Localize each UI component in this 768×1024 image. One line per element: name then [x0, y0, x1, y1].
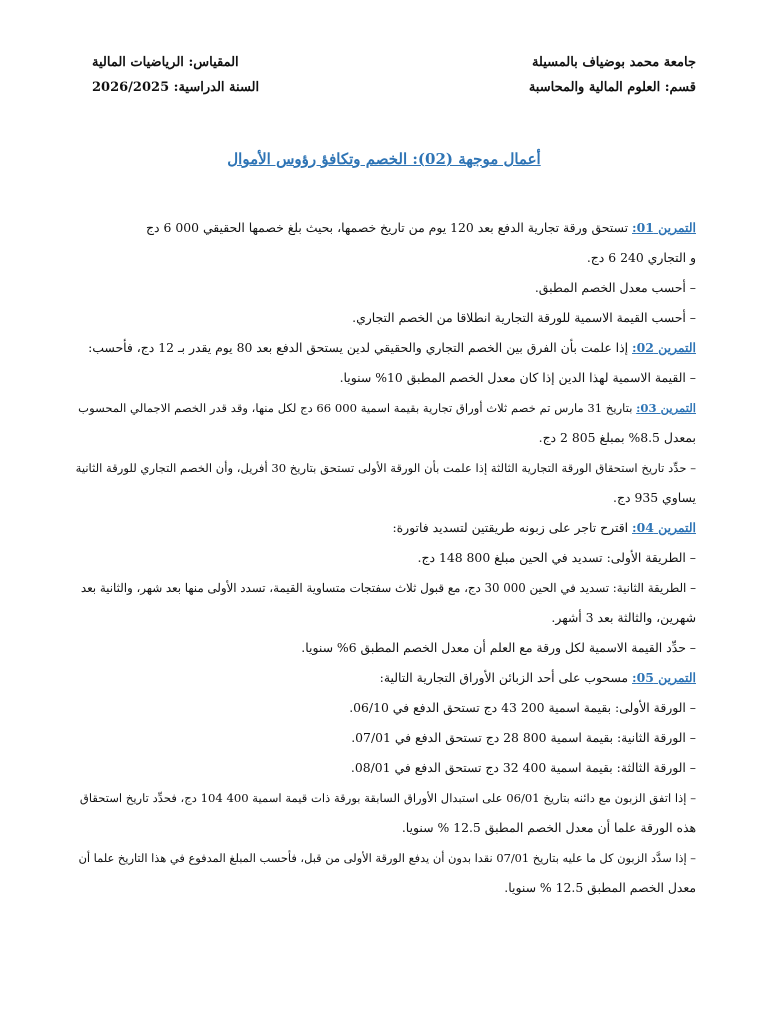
exercise-text: اقترح تاجر على زبونه طريقتين لتسديد فاتورة:: [392, 520, 629, 535]
exercise-label: التمرين 02:: [632, 340, 696, 355]
page-title: أعمال موجهة (02): الخصم وتكافؤ رؤوس الأموال: [227, 150, 541, 168]
exercise-label: التمرين 01:: [632, 220, 696, 235]
exercise-line: [72, 333, 696, 363]
university-name: جامعة محمد بوضياف بالمسيلة: [531, 55, 696, 70]
exercise-line: – الورقة الثانية: بقيمة اسمية 800 28 دج تستحق الدفع في 07/01.: [351, 730, 696, 745]
exercise-03: [72, 393, 696, 513]
exercise-line: – الطريقة الأولى: تسديد في الحين مبلغ 800 148 دج.: [417, 550, 696, 565]
exercise-line: [72, 513, 696, 543]
exercise-line: – إذا اتفق الزبون مع دائنه بتاريخ 06/01 على استبدال الأوراق السابقة بورقة ذات قيمة اسمية 400 104 دج، فحدِّد تاريخ استحقاق: [79, 791, 696, 805]
exercise-line: – حدِّد القيمة الاسمية لكل ورقة مع العلم أن معدل الخصم المطبق 6% سنويا.: [301, 640, 696, 655]
exercise-line: – إذا سدَّد الزبون كل ما عليه بتاريخ 07/01 نقدا بدون أن يدفع الورقة الأولى من قبل، فأحسب المبلغ المدفوع في هذا التاريخ علما أن: [78, 851, 696, 865]
exercise-01: [72, 213, 696, 333]
exercise-label: التمرين 05:: [632, 670, 696, 685]
exercise-line: [72, 393, 696, 423]
exercise-line: [72, 663, 696, 693]
exercise-line: يساوي 935 دج.: [613, 490, 696, 505]
exercise-04: [72, 513, 696, 663]
academic-year: السنة الدراسية: 2026/2025: [92, 80, 260, 95]
exercise-text: إذا علمت بأن الفرق بين الخصم التجاري والحقيقي لدين يستحق الدفع بعد 80 يوم يقدر بـ 12 دج، فأحسب:: [88, 340, 629, 355]
exercise-line: و التجاري 240 6 دج.: [586, 250, 696, 265]
exercise-02: [72, 333, 696, 393]
exercise-text: بتاريخ 31 مارس تم خصم ثلاث أوراق تجارية بقيمة اسمية 000 66 دج لكل منها، وقد قدر الخصم الاجمالي المحسوب: [78, 401, 633, 415]
exercise-line: – أحسب القيمة الاسمية للورقة التجارية انطلاقا من الخصم التجاري.: [352, 310, 696, 325]
exercise-line: شهرين، والثالثة بعد 3 أشهر.: [551, 610, 696, 625]
module-name: المقياس: الرياضيات المالية: [92, 55, 239, 70]
exercise-label: التمرين 04:: [632, 520, 696, 535]
exercise-text: تستحق ورقة تجارية الدفع بعد 120 يوم من تاريخ خصمها، بحيث بلغ خصمها الحقيقي 000 6 دج: [146, 220, 629, 235]
exercise-text: مسحوب على أحد الزبائن الأوراق التجارية التالية:: [379, 670, 629, 685]
exercise-line: – الورقة الأولى: بقيمة اسمية 200 43 دج تستحق الدفع في 06/10.: [349, 700, 696, 715]
exercise-line: – القيمة الاسمية لهذا الدين إذا كان معدل الخصم المطبق 10% سنويا.: [339, 370, 696, 385]
exercise-line: هذه الورقة علما أن معدل الخصم المطبق 12.5 % سنويا.: [401, 820, 696, 835]
exercise-line: معدل الخصم المطبق 12.5 % سنويا.: [504, 880, 696, 895]
exercise-line: – أحسب معدل الخصم المطبق.: [534, 280, 696, 295]
department-name: قسم: العلوم المالية والمحاسبة: [528, 80, 696, 95]
exercise-line: – الطريقة الثانية: تسديد في الحين 000 30 دج، مع قبول ثلاث سفتجات متساوية القيمة، تسدد الأولى منها بعد شهر، والثانية بعد: [80, 581, 696, 595]
exercise-label: التمرين 03:: [636, 401, 696, 415]
exercise-line: – حدِّد تاريخ استحقاق الورقة التجارية الثالثة إذا علمت بأن الورقة الأولى تستحق بتاريخ 30 أفريل، وأن الخصم التجاري للورقة الثانية: [75, 461, 696, 475]
exercise-line: بمعدل 8.5% بمبلغ 805 2 دج.: [538, 430, 696, 445]
exercise-line: [72, 213, 696, 243]
exercises-body: [72, 213, 696, 903]
exercise-05: [72, 663, 696, 903]
exercise-line: – الورقة الثالثة: بقيمة اسمية 400 32 دج تستحق الدفع في 08/01.: [350, 760, 696, 775]
